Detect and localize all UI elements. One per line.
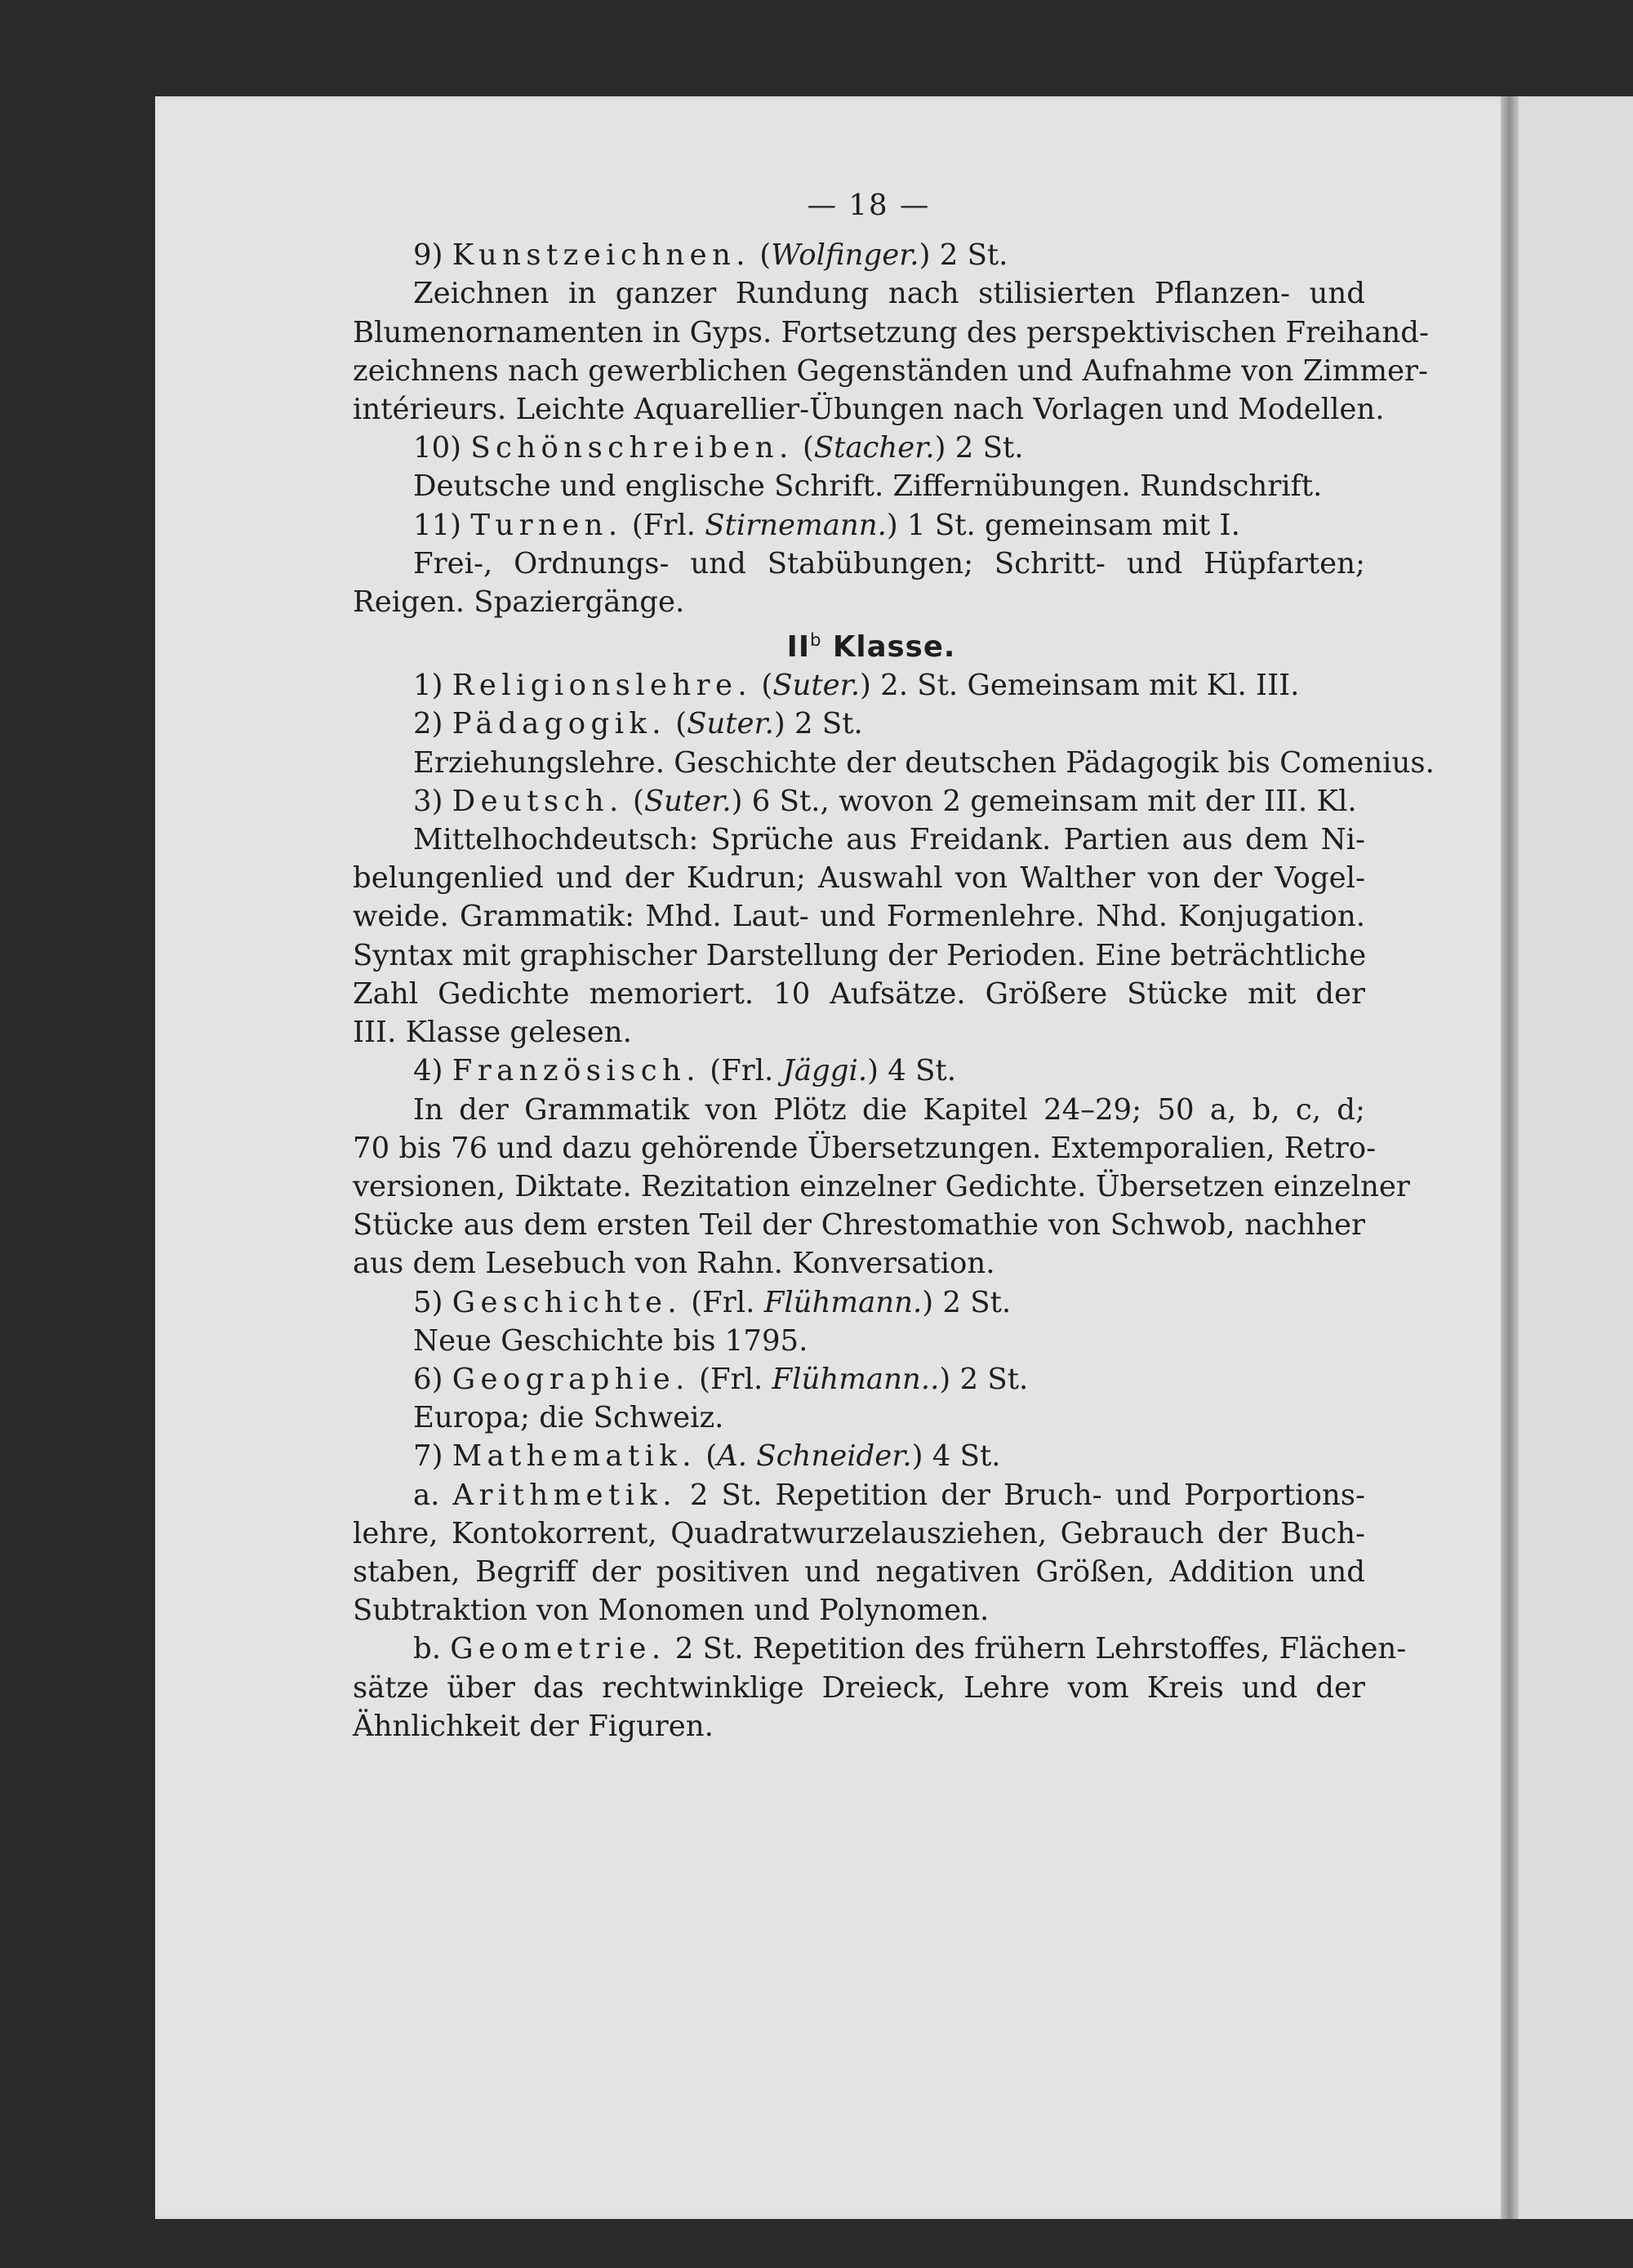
- page-text: [353, 186, 1435, 1745]
- text-line: sätze über das rechtwinklige Dreieck, Lehre vom Kreis und der: [353, 1670, 1365, 1705]
- text-line: Zeichnen in ganzer Rundung nach stilisierten Pflanzen- und: [413, 277, 1365, 311]
- text-line: In der Grammatik von Plötz die Kapitel 24–29; 50 a, b, c, d;: [413, 1092, 1365, 1127]
- hours: ) 4 St.: [911, 1439, 1001, 1474]
- text-line: III. Klasse gelesen.: [353, 1016, 632, 1050]
- item-number: 11): [413, 508, 471, 542]
- hours: ) 2 St.: [919, 238, 1008, 273]
- subject-title: Schönschreiben.: [470, 431, 794, 465]
- item-deutsch: [353, 782, 1365, 820]
- hours: ) 2 St.: [773, 707, 863, 741]
- text-line: Reigen. Spaziergänge.: [353, 585, 685, 620]
- hours: ) 2 St.: [939, 1362, 1029, 1396]
- item-number: 1): [413, 669, 452, 703]
- subject-title: Mathematik.: [452, 1439, 696, 1474]
- text: (: [750, 238, 772, 273]
- hours: ) 2 St.: [934, 431, 1024, 465]
- item-number: 5): [413, 1285, 452, 1319]
- item-arithmetik: [353, 1476, 1365, 1514]
- subject-title: Kunstzeichnen.: [452, 238, 750, 273]
- text-line: Deutsche und englische Schrift. Ziffernübungen. Rundschrift.: [413, 469, 1323, 504]
- page-gutter: [1501, 96, 1519, 2219]
- subject-title: Religionslehre.: [452, 669, 753, 703]
- text-line: Ähnlichkeit der Figuren.: [353, 1709, 714, 1743]
- item-kunstzeichnen: [353, 236, 1365, 274]
- item-letter: b.: [413, 1632, 451, 1666]
- class-numeral: II: [786, 630, 811, 665]
- text-line: Mittelhochdeutsch: Sprüche aus Freidank. Partien aus dem Ni-: [413, 823, 1365, 857]
- item-geometrie: [353, 1630, 1407, 1668]
- text-line: belungenlied und der Kudrun; Auswahl von Walther von der Vogel-: [353, 861, 1365, 896]
- text-line: weide. Grammatik: Mhd. Laut- und Formenlehre. Nhd. Konjugation.: [353, 900, 1365, 934]
- text-line: Syntax mit graphischer Darstellung der Perioden. Eine beträchtliche: [353, 938, 1367, 972]
- adjacent-page-edge: [1511, 96, 1633, 2219]
- subject-title: Turnen.: [470, 508, 623, 542]
- subject-title: Geographie.: [452, 1362, 690, 1396]
- text: 2 St. Repetition des frühern Lehrstoffes, Flächen-: [665, 1632, 1407, 1666]
- text-line: versionen, Diktate. Rezitation einzelner Gedichte. Übersetzen einzelner: [353, 1169, 1410, 1203]
- text-line: Erziehungslehre. Geschichte der deutschen Pädagogik bis Comenius.: [413, 745, 1435, 780]
- item-number: 4): [413, 1054, 452, 1088]
- teacher-name: Wolfinger.: [771, 238, 919, 273]
- teacher-name: Suter.: [687, 707, 774, 741]
- text: (: [623, 784, 644, 818]
- item-schoenschreiben: [353, 429, 1365, 467]
- hours: ) 4 St.: [867, 1054, 956, 1088]
- teacher-name: Suter.: [772, 669, 861, 703]
- teacher-name: Suter.: [643, 784, 732, 818]
- text-line: aus dem Lesebuch von Rahn. Konversation.: [353, 1247, 995, 1281]
- teacher-name: Flühmann.: [763, 1285, 923, 1319]
- item-franzoesisch: [353, 1052, 1365, 1090]
- text: 2 St. Repetition der Bruch- und Porportions-: [676, 1478, 1366, 1512]
- hours: ) 6 St., wovon 2 gemeinsam mit der III. Kl.: [731, 784, 1357, 818]
- page-number: — 18 —: [807, 189, 931, 222]
- hours: ) 2 St.: [922, 1285, 1012, 1319]
- text: (: [665, 707, 687, 741]
- text: (: [696, 1439, 718, 1474]
- text: (Frl.: [700, 1054, 783, 1088]
- item-number: 6): [413, 1362, 452, 1396]
- hours: ) 2. St. Gemeinsam mit Kl. III.: [860, 669, 1300, 703]
- text-line: 70 bis 76 und dazu gehörende Übersetzungen. Extemporalien, Retro-: [353, 1131, 1377, 1165]
- subject-title: Geometrie.: [450, 1632, 666, 1666]
- item-turnen: [353, 506, 1365, 545]
- item-religionslehre: [353, 666, 1365, 705]
- class-letter: b: [810, 630, 822, 651]
- subject-title: Arithmetik.: [452, 1478, 677, 1512]
- item-number: 10): [413, 431, 471, 465]
- text-line: Frei-, Ordnungs- und Stabübungen; Schritt- und Hüpfarten;: [413, 546, 1365, 580]
- text-line: lehre, Kontokorrent, Quadratwurzelausziehen, Gebrauch der Buch-: [353, 1516, 1365, 1550]
- class-label: Klasse.: [832, 630, 956, 665]
- text-line: intérieurs. Leichte Aquarellier-Übungen nach Vorlagen und Modellen.: [353, 393, 1385, 427]
- text-line: zeichnens nach gewerblichen Gegenständen und Aufnahme von Zimmer-: [353, 354, 1429, 388]
- item-geschichte: [353, 1283, 1365, 1322]
- subject-title: Deutsch.: [452, 784, 624, 818]
- text-line: staben, Begriff der positiven und negativen Größen, Addition und: [353, 1554, 1365, 1589]
- text-line: Stücke aus dem ersten Teil der Chrestomathie von Schwob, nachher: [353, 1208, 1365, 1243]
- text-line: Europa; die Schweiz.: [413, 1401, 724, 1435]
- teacher-name: Stirnemann.: [705, 508, 887, 542]
- subject-title: Pädagogik.: [452, 707, 666, 741]
- teacher-name: A. Schneider.: [717, 1439, 912, 1474]
- item-paedagogik: [353, 705, 1365, 743]
- text: (Frl.: [682, 1285, 764, 1319]
- text-line: Zahl Gedichte memoriert. 10 Aufsätze. Größere Stücke mit der: [353, 976, 1365, 1011]
- subject-title: Französisch.: [452, 1054, 701, 1088]
- item-number: 3): [413, 784, 452, 818]
- item-geographie: [353, 1360, 1365, 1399]
- teacher-name: Stacher.: [813, 431, 935, 465]
- item-number: 7): [413, 1439, 452, 1474]
- text-line: Blumenornamenten in Gyps. Fortsetzung des perspektivischen Freihand-: [353, 315, 1429, 349]
- text-line: Neue Geschichte bis 1795.: [413, 1323, 808, 1358]
- item-number: 9): [413, 238, 452, 273]
- section-heading: [353, 621, 1365, 666]
- subject-title: Geschichte.: [452, 1285, 683, 1319]
- text: (: [752, 669, 773, 703]
- hours: ) 1 St. gemeinsam mit I.: [886, 508, 1240, 542]
- item-number: 2): [413, 707, 452, 741]
- text-line: Subtraktion von Monomen und Polynomen.: [353, 1594, 990, 1628]
- teacher-name: Flühmann..: [772, 1362, 940, 1396]
- item-mathematik: [353, 1437, 1365, 1475]
- text: (Frl.: [689, 1362, 772, 1396]
- item-letter: a.: [413, 1478, 453, 1512]
- text: (: [793, 431, 814, 465]
- text: (Frl.: [622, 508, 705, 542]
- teacher-name: Jäggi.: [782, 1054, 868, 1088]
